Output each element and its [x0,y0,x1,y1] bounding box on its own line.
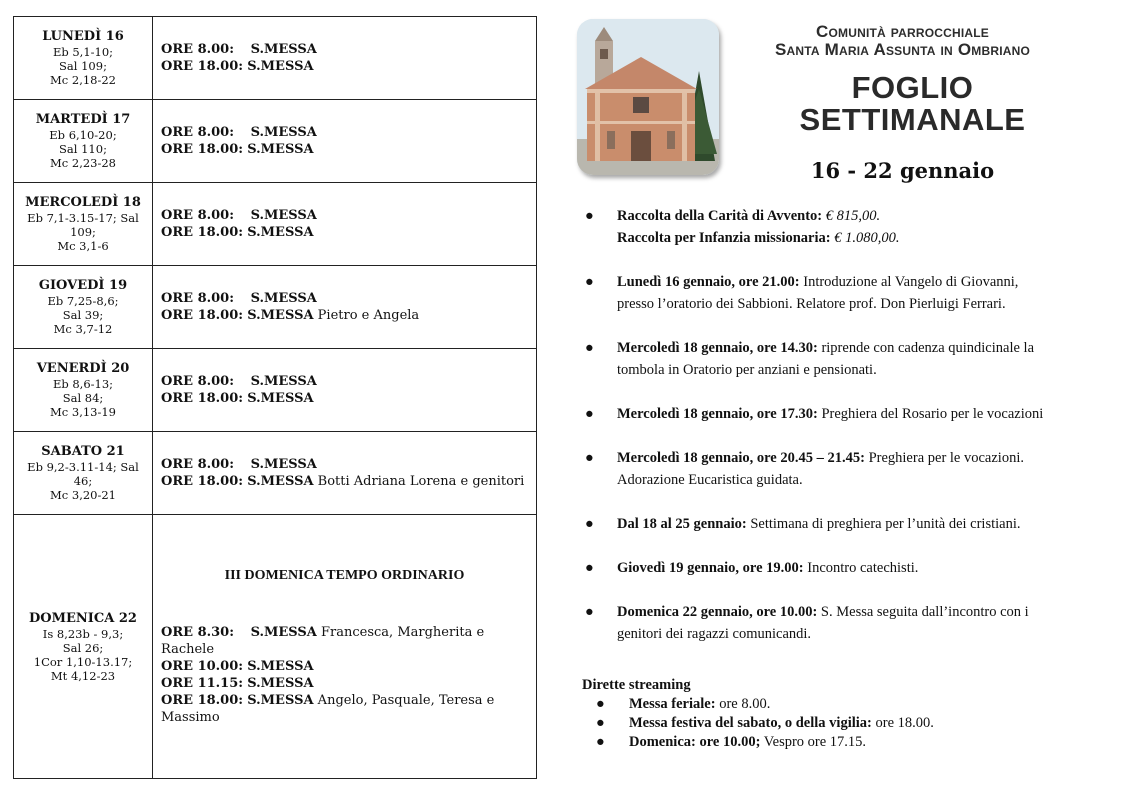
notice-item [583,601,1103,645]
notice-line [617,403,1103,425]
day-reading: Eb 6,10-20; [49,128,117,142]
mass-label: S.MESSA [250,457,317,472]
streaming-item [582,695,1102,714]
day-reading: Sal 26; [62,640,104,655]
day-reading: Eb 7,25-8,6; [47,294,119,308]
day-reading: 1Cor 1,10-13.17; [33,654,133,669]
mass-cell [153,349,537,432]
mass-line [161,658,528,675]
notice-text: riprende con cadenza quindicinale la [817,340,1035,356]
mass-label: S.MESSA [250,291,317,306]
streaming-label: Messa festiva del sabato, o della vigilia: [629,715,872,731]
day-name: LUNEDÌ 16 [42,29,124,44]
notice-heading: Mercoledì 18 gennaio, ore 14.30: [617,340,818,356]
notice-text: Adorazione Eucaristica guidata. [617,472,803,488]
mass-line [161,307,528,324]
mass-cell [153,100,537,183]
mass-line [161,373,528,390]
mass-schedule-table [13,16,537,779]
notice-item [583,337,1103,381]
day-reading: Mc 3,1-6 [57,239,109,253]
notice-item [583,513,1103,535]
notice-heading: Giovedì 19 gennaio, ore 19.00: [617,560,804,576]
notice-line [617,447,1103,469]
week-dates: 16 - 22 gennaio [810,158,995,183]
day-cell [14,349,153,432]
day-cell [14,17,153,100]
mass-label: S.MESSA [250,125,317,140]
notice-item [583,205,1103,249]
streaming-item [582,714,1102,733]
notice-heading: Raccolta per Infanzia missionaria: [617,230,831,246]
mass-line [161,473,528,490]
mass-intention: Francesca, Margherita e Rachele [161,625,485,657]
notice-text: Incontro catechisti. [803,560,919,576]
day-reading: 46; [73,474,93,488]
day-name: VENERDÌ 20 [36,361,130,376]
notice-text: tombola in Oratorio per anziani e pensionati. [617,362,877,378]
mass-time: ORE 18.00: [161,225,244,240]
bullet-icon: ● [585,516,594,532]
mass-label: S.MESSA [247,676,314,691]
bullet-icon: ● [585,274,594,290]
streaming-item [582,733,1102,752]
mass-label: S.MESSA [247,693,314,708]
bullet-icon: ● [585,208,594,224]
bullet-icon: ● [596,715,605,731]
notice-heading: Mercoledì 18 gennaio, ore 20.45 – 21.45: [617,450,865,466]
day-reading: Mc 3,20-21 [50,488,116,502]
mass-label: S.MESSA [247,59,314,74]
notice-text: S. Messa seguita dall’incontro con i [817,604,1029,620]
notice-heading: Mercoledì 18 gennaio, ore 17.30: [617,406,818,422]
notice-heading: Raccolta della Carità di Avvento: [617,208,823,224]
mass-line [161,290,528,307]
mass-line [161,141,528,158]
bullet-icon: ● [596,734,605,750]
notice-line [617,513,1103,535]
day-cell [14,432,153,515]
mass-intention: Pietro e Angela [313,308,420,323]
notice-text: Preghiera del Rosario per le vocazioni [817,406,1044,422]
mass-line [161,58,528,75]
notice-line [617,293,1103,315]
church-photo [577,19,719,175]
mass-label: S.MESSA [250,42,317,57]
mass-cell [153,266,537,349]
notice-text: presso l’oratorio dei Sabbioni. Relatore prof. Don Pierluigi Ferrari. [617,296,1006,312]
mass-time: ORE 18.00: [161,308,244,323]
mass-time: ORE 18.00: [161,474,244,489]
mass-time: ORE 8.00: [161,42,235,57]
day-reading: Sal 109; [59,59,107,73]
day-reading: Eb 5,1-10; [52,45,114,59]
schedule-row [14,17,537,100]
day-name: MARTEDÌ 17 [35,112,131,127]
notice-amount: € 1.080,00. [830,230,900,246]
mass-cell [153,515,537,779]
day-reading: Sal 39; [62,308,104,322]
streaming-list [582,695,1102,752]
day-cell [14,183,153,266]
notice-line [617,337,1103,359]
mass-time: ORE 18.00: [161,693,244,708]
church-illustration [577,19,719,175]
mass-line [161,207,528,224]
streaming-title: Dirette streaming [582,677,691,693]
notice-line [617,623,1103,645]
bulletin-title-line2: SETTIMANALE [799,102,1026,137]
schedule-row [14,349,537,432]
notice-text: Introduzione al Vangelo di Giovanni, [799,274,1019,290]
streaming-time: ore 18.00. [871,715,934,731]
mass-cell [153,17,537,100]
day-reading: Mt 4,12-23 [50,668,116,683]
notice-text: genitori dei ragazzi comunicandi. [617,626,812,642]
mass-time: ORE 8.00: [161,291,235,306]
mass-time: ORE 8.00: [161,457,235,472]
day-reading: Eb 9,2-3.11-14; Sal [27,460,139,474]
mass-label: S.MESSA [247,659,314,674]
streaming-label: Domenica: ore 10.00; [629,734,761,750]
day-name: MERCOLEDÌ 18 [25,195,141,210]
streaming-time: Vespro ore 17.15. [760,734,867,750]
notice-line [617,227,1103,249]
mass-cell [153,432,537,515]
mass-line [161,390,528,407]
bullet-icon: ● [585,604,594,620]
notice-line [617,469,1103,491]
sunday-title: III DOMENICA TEMPO ORDINARIO [224,568,465,583]
mass-line [161,124,528,141]
streaming-time: ore 8.00. [715,696,771,712]
bulletin-title-line1: FOGLIO [851,70,974,105]
mass-line [161,41,528,58]
notice-heading: Domenica 22 gennaio, ore 10.00: [617,604,818,620]
day-reading: Is 8,23b - 9,3; [42,626,124,641]
day-reading: Mc 3,7-12 [53,322,113,336]
mass-time: ORE 8.00: [161,125,235,140]
day-cell [14,266,153,349]
schedule-row [14,266,537,349]
schedule-row [14,183,537,266]
community-name-line2: Santa Maria Assunta in Ombriano [774,40,1030,59]
mass-time: ORE 8.00: [161,374,235,389]
day-cell [14,515,153,779]
notice-item [583,271,1103,315]
mass-time: ORE 10.00: [161,659,244,674]
day-name: SABATO 21 [41,444,125,459]
mass-time: ORE 11.15: [161,676,244,691]
mass-time: ORE 8.00: [161,208,235,223]
day-reading: Sal 110; [59,142,107,156]
day-cell [14,100,153,183]
notice-line [617,557,1103,579]
mass-intention: Botti Adriana Lorena e genitori [313,474,525,489]
mass-line [161,675,528,692]
notice-line [617,271,1103,293]
mass-label: S.MESSA [247,225,314,240]
schedule-row [14,515,537,779]
mass-line [161,624,528,658]
mass-line [161,456,528,473]
mass-label: S.MESSA [250,374,317,389]
mass-line [161,692,528,726]
mass-label: S.MESSA [247,308,314,323]
mass-label: S.MESSA [247,391,314,406]
notice-amount: € 815,00. [822,208,881,224]
notice-item [583,447,1103,491]
day-reading: Sal 84; [62,391,104,405]
mass-label: S.MESSA [247,142,314,157]
day-reading: 109; [70,225,96,239]
day-reading: Eb 8,6-13; [52,377,114,391]
streaming-label: Messa feriale: [629,696,716,712]
mass-time: ORE 18.00: [161,142,244,157]
bullet-icon: ● [585,560,594,576]
notice-text: Preghiera per le vocazioni. [864,450,1024,466]
notice-line [617,359,1103,381]
day-reading: Mc 2,23-28 [50,156,116,170]
community-name-line1: Comunità parrocchiale [816,22,989,41]
mass-label: S.MESSA [247,474,314,489]
bullet-icon: ● [596,696,605,712]
bullet-icon: ● [585,340,594,356]
mass-time: ORE 8.30: [161,625,235,640]
mass-intention: Angelo, Pasquale, Teresa e Massimo [161,693,495,725]
notice-heading: Dal 18 al 25 gennaio: [617,516,747,532]
bullet-icon: ● [585,450,594,466]
notice-text: Settimana di preghiera per l’unità dei cristiani. [746,516,1021,532]
day-name: GIOVEDÌ 19 [38,278,128,293]
day-reading: Eb 7,1-3.15-17; Sal [27,211,139,225]
mass-label: S.MESSA [250,625,317,640]
mass-cell [153,183,537,266]
day-name: DOMENICA 22 [29,610,137,626]
day-reading: Mc 3,13-19 [50,405,116,419]
day-reading: Mc 2,18-22 [50,73,116,87]
notice-line [617,205,1103,227]
schedule-row [14,432,537,515]
schedule-row [14,100,537,183]
notices-list [583,205,1103,667]
bullet-icon: ● [585,406,594,422]
notice-line [617,601,1103,623]
mass-time: ORE 18.00: [161,391,244,406]
mass-time: ORE 18.00: [161,59,244,74]
mass-line [161,224,528,241]
streaming-section [582,676,1102,752]
notice-item [583,557,1103,579]
notice-item [583,403,1103,425]
notice-heading: Lunedì 16 gennaio, ore 21.00: [617,274,800,290]
mass-label: S.MESSA [250,208,317,223]
